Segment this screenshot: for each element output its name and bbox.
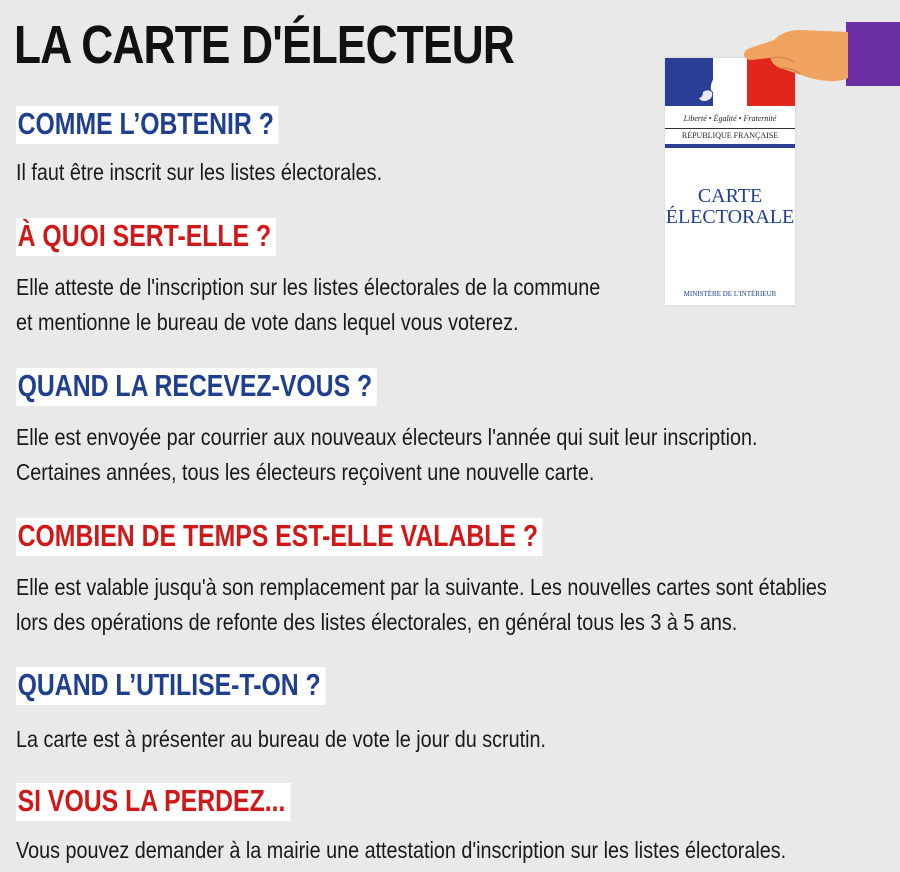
section-text-lost <box>16 833 786 868</box>
text-line: La carte est à présenter au bureau de vote le jour du scrutin. <box>16 726 546 752</box>
text-line: et mentionne le bureau de vote dans lequel vous voterez. <box>16 309 519 335</box>
card-title <box>665 186 795 228</box>
text-line: lors des opérations de refonte des listes électorales, en général tous les 3 à 5 ans. <box>16 609 738 635</box>
section-text-usage <box>16 722 546 757</box>
section-heading-usage: QUAND L’UTILISE-T-ON ? <box>16 667 326 705</box>
card-title-line1: CARTE <box>697 185 763 207</box>
section-heading-receive: QUAND LA RECEVEZ-VOUS ? <box>16 368 377 406</box>
section-heading-obtain: COMME L’OBTENIR ? <box>16 106 279 144</box>
page-title: LA CARTE D'ÉLECTEUR <box>14 15 515 75</box>
card-divider <box>665 144 795 148</box>
section-text-obtain <box>16 155 382 190</box>
text-line: Elle est envoyée par courrier aux nouveaux électeurs l'année qui suit leur inscription. <box>16 424 758 450</box>
section-text-validity <box>16 570 827 640</box>
card-title-line2: ÉLECTORALE <box>665 206 795 228</box>
section-heading-validity: COMBIEN DE TEMPS EST-ELLE VALABLE ? <box>16 518 543 556</box>
text-line: Il faut être inscrit sur les listes électorales. <box>16 159 383 185</box>
section-heading-purpose: À QUOI SERT-ELLE ? <box>16 218 276 256</box>
hand-illustration-icon <box>740 22 900 112</box>
section-heading-lost: SI VOUS LA PERDEZ... <box>16 783 290 821</box>
section-text-receive <box>16 420 758 490</box>
text-line: Elle atteste de l'inscription sur les listes électorales de la commune <box>16 274 601 300</box>
section-text-purpose <box>16 270 600 340</box>
card-ministere: MINISTÈRE DE L'INTÉRIEUR <box>683 290 777 298</box>
text-line: Vous pouvez demander à la mairie une attestation d'inscription sur les listes électorales. <box>16 837 787 863</box>
card-motto: Liberté • Égalité • Fraternité <box>683 114 777 123</box>
text-line: Certaines années, tous les électeurs reçoivent une nouvelle carte. <box>16 459 595 485</box>
text-line: Elle est valable jusqu'à son remplacement par la suivante. Les nouvelles cartes sont établies <box>16 574 827 600</box>
card-republique: RÉPUBLIQUE FRANÇAISE <box>665 128 795 140</box>
